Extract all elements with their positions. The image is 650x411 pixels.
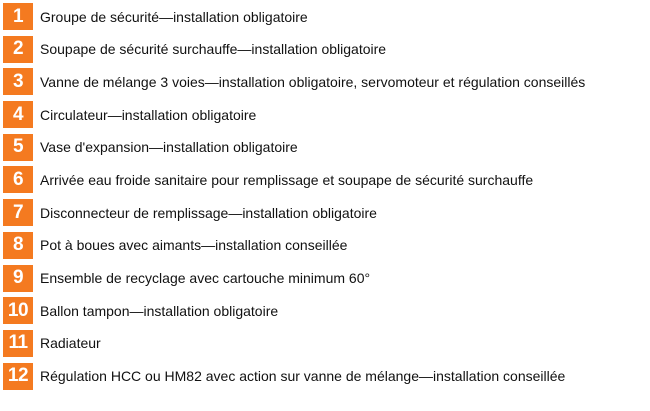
legend-item-7 xyxy=(3,199,648,226)
legend-label: Ballon tampon—installation obligatoire xyxy=(40,302,279,319)
legend-item-1 xyxy=(3,3,648,30)
legend-item-10 xyxy=(3,297,648,324)
legend-item-4 xyxy=(3,101,648,128)
number-badge: 3 xyxy=(3,68,33,95)
legend-item-5 xyxy=(3,134,648,161)
legend-label: Vase d'expansion—installation obligatoire xyxy=(40,139,298,156)
number-badge: 5 xyxy=(3,134,33,161)
legend-item-8 xyxy=(3,232,648,259)
legend-label: Disconnecteur de remplissage—installation obligatoire xyxy=(40,204,377,221)
number-badge: 10 xyxy=(3,297,33,324)
number-badge: 11 xyxy=(3,330,33,357)
legend-item-3 xyxy=(3,68,648,95)
number-badge: 2 xyxy=(3,36,33,63)
legend-label: Radiateur xyxy=(40,335,101,352)
legend-item-6 xyxy=(3,166,648,193)
number-badge: 1 xyxy=(3,3,33,30)
legend-item-2 xyxy=(3,36,648,63)
number-badge: 4 xyxy=(3,101,33,128)
number-badge: 12 xyxy=(3,363,33,390)
legend-item-12 xyxy=(3,363,648,390)
legend-label: Groupe de sécurité—installation obligatoire xyxy=(40,8,308,25)
legend-list xyxy=(3,3,648,395)
legend-item-11 xyxy=(3,330,648,357)
number-badge: 9 xyxy=(3,265,33,292)
legend-label: Vanne de mélange 3 voies—installation obligatoire, servomoteur et régulation conseillés xyxy=(40,73,586,90)
legend-item-9 xyxy=(3,265,648,292)
number-badge: 8 xyxy=(3,232,33,259)
legend-label: Circulateur—installation obligatoire xyxy=(40,106,257,123)
number-badge: 7 xyxy=(3,199,33,226)
legend-label: Soupape de sécurité surchauffe—installation obligatoire xyxy=(40,41,387,58)
legend-label: Ensemble de recyclage avec cartouche minimum 60° xyxy=(40,270,371,286)
legend-label: Pot à boues avec aimants—installation conseillée xyxy=(40,237,348,254)
number-badge: 6 xyxy=(3,166,33,193)
legend-label: Régulation HCC ou HM82 avec action sur vanne de mélange—installation conseillée xyxy=(40,368,566,385)
legend-label: Arrivée eau froide sanitaire pour remplissage et soupape de sécurité surchauffe xyxy=(40,171,534,188)
